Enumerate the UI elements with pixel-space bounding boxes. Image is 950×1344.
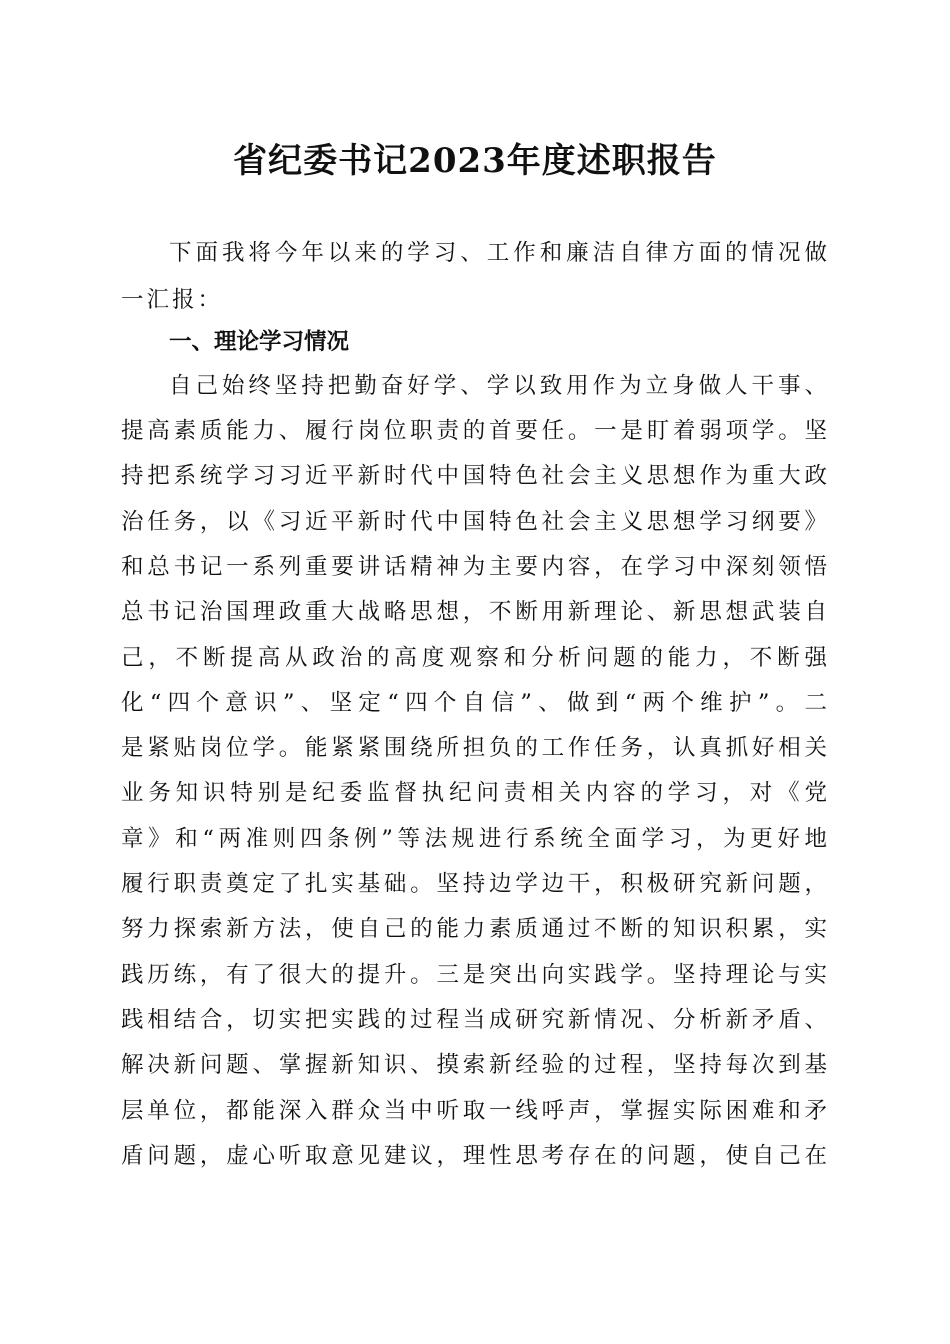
paragraph-line: 和总书记一系列重要讲话精神为主要内容，在学习中深刻领悟	[121, 554, 827, 580]
paragraph-line: 化“四个意识”、坚定“四个自信”、做到“两个维护”。二	[121, 690, 827, 716]
paragraph-line: 业务知识特别是纪委监督执纪问责相关内容的学习，对《党	[121, 780, 827, 806]
paragraph-line: 解决新问题、掌握新知识、摸索新经验的过程，坚持每次到基	[121, 1052, 827, 1078]
paragraph-line: 己，不断提高从政治的高度观察和分析问题的能力，不断强	[121, 645, 827, 671]
paragraph-line: 持把系统学习习近平新时代中国特色社会主义思想作为重大政	[121, 463, 827, 489]
paragraph-line: 章》和“两准则四条例”等法规进行系统全面学习，为更好地	[121, 826, 827, 852]
paragraph-line: 层单位，都能深入群众当中听取一线呼声，掌握实际困难和矛	[121, 1098, 827, 1124]
paragraph-line: 践相结合，切实把实践的过程当成研究新情况、分析新矛盾、	[121, 1007, 827, 1033]
paragraph-line: 自己始终坚持把勤奋好学、学以致用作为立身做人干事、	[169, 373, 827, 399]
paragraph-line: 提高素质能力、履行岗位职责的首要任。一是盯着弱项学。坚	[121, 418, 827, 444]
section-heading: 一、理论学习情况	[169, 329, 350, 355]
paragraph-line: 是紧贴岗位学。能紧紧围绕所担负的工作任务，认真抓好相关	[121, 735, 827, 761]
document-title: 省纪委书记2023年度述职报告	[233, 141, 717, 181]
paragraph-line: 盾问题，虚心听取意见建议，理性思考存在的问题，使自己在	[121, 1143, 827, 1169]
paragraph-line: 努力探索新方法，使自己的能力素质通过不断的知识积累，实	[121, 916, 827, 942]
paragraph-line: 践历练，有了很大的提升。三是突出向实践学。坚持理论与实	[121, 962, 827, 988]
intro-line: 一汇报：	[121, 287, 224, 313]
paragraph-line: 治任务，以《习近平新时代中国特色社会主义思想学习纲要》	[121, 509, 827, 535]
paragraph-line: 履行职责奠定了扎实基础。坚持边学边干，积极研究新问题，	[121, 871, 827, 897]
intro-line: 下面我将今年以来的学习、工作和廉洁自律方面的情况做	[169, 240, 827, 266]
paragraph-line: 总书记治国理政重大战略思想，不断用新理论、新思想武装自	[121, 599, 827, 625]
